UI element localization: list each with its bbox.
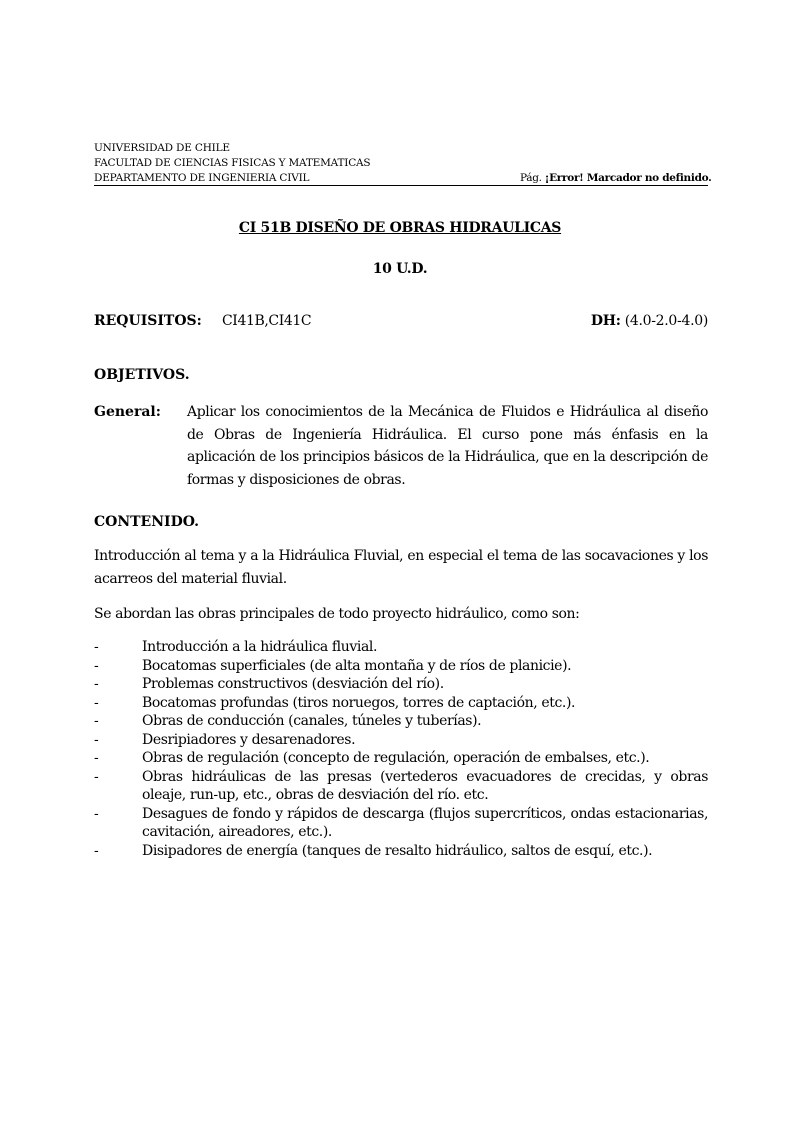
list-item <box>94 749 708 768</box>
general-text: Aplicar los conocimientos de la Mecánica de Fluidos e Hidráulica al diseño de Obras de Ingeniería Hidráulica. El curso pone más énfasis en la aplicación de los principios básicos de la Hidráulica, que en la descripción de formas y disposiciones de obras. <box>187 404 708 488</box>
header-university: UNIVERSIDAD DE CHILE <box>94 142 230 154</box>
contenido-intro: Introducción al tema y a la Hidráulica Fluvial, en especial el tema de las socavaciones y los acarreos del material fluvial. <box>94 548 708 587</box>
list-item <box>94 657 708 676</box>
list-item-text: Obras de regulación (concepto de regulación, operación de embalses, etc.). <box>142 750 650 766</box>
list-item-text: Desagues de fondo y rápidos de descarga (flujos supercríticos, ondas estacionarias, cavitación, aireadores, etc.). <box>142 805 708 840</box>
header-department: DEPARTAMENTO DE INGENIERIA CIVIL <box>94 172 310 184</box>
dh-hours <box>560 313 708 329</box>
list-item-text: Desripiadores y desarenadores. <box>142 731 356 748</box>
list-item <box>94 675 708 694</box>
requisitos-label: REQUISITOS: <box>94 313 202 329</box>
header-faculty: FACULTAD DE CIENCIAS FISICAS Y MATEMATICAS <box>94 157 371 169</box>
list-item <box>94 638 708 657</box>
list-bullet: - <box>94 657 99 674</box>
list-bullet: - <box>94 842 99 859</box>
contenido-lead: Se abordan las obras principales de todo proyecto hidráulico, como son: <box>94 606 580 622</box>
list-item-text: Bocatomas superficiales (de alta montaña y de ríos de planicie). <box>142 657 572 674</box>
list-item-text: Obras de conducción (canales, túneles y tuberías). <box>142 713 482 729</box>
list-item <box>94 694 708 713</box>
general-label: General: <box>94 404 161 420</box>
list-bullet: - <box>94 768 99 785</box>
list-bullet: - <box>94 750 99 766</box>
list-item-text: Problemas constructivos (desviación del río). <box>142 676 444 692</box>
list-item <box>94 731 708 750</box>
dh-label: DH: <box>590 313 621 329</box>
list-bullet: - <box>94 694 99 711</box>
contenido-heading: CONTENIDO. <box>94 514 199 530</box>
obras-list <box>94 638 708 860</box>
list-item-text: Obras hidráulicas de las presas (vertederos evacuadores de crecidas, y obras oleaje, run-up, etc., obras de desviación del río. etc. <box>142 768 708 803</box>
list-item-text: Disipadores de energía (tanques de resalto hidráulico, saltos de esquí, etc.). <box>142 842 653 859</box>
list-item <box>94 768 708 805</box>
list-item-text: Introducción a la hidráulica fluvial. <box>142 639 378 655</box>
header-page-prefix: Pág. <box>520 172 542 184</box>
list-item <box>94 805 708 842</box>
list-bullet: - <box>94 639 99 655</box>
course-title: CI 51B DISEÑO DE OBRAS HIDRAULICAS <box>238 220 562 236</box>
header-rule <box>94 185 708 186</box>
list-item-text: Bocatomas profundas (tiros noruegos, torres de captación, etc.). <box>142 694 576 711</box>
header-page-marker <box>520 172 712 185</box>
list-item <box>94 842 708 861</box>
header-page-error: ¡Error! Marcador no definido. <box>544 172 712 184</box>
list-bullet: - <box>94 676 99 692</box>
dh-value: (4.0-2.0-4.0) <box>624 313 708 329</box>
objetivos-heading: OBJETIVOS. <box>94 367 190 383</box>
list-bullet: - <box>94 731 99 748</box>
list-bullet: - <box>94 713 99 729</box>
requisitos-value: CI41B,CI41C <box>222 313 312 329</box>
course-units: 10 U.D. <box>372 261 428 277</box>
list-item <box>94 712 708 731</box>
list-bullet: - <box>94 805 99 822</box>
